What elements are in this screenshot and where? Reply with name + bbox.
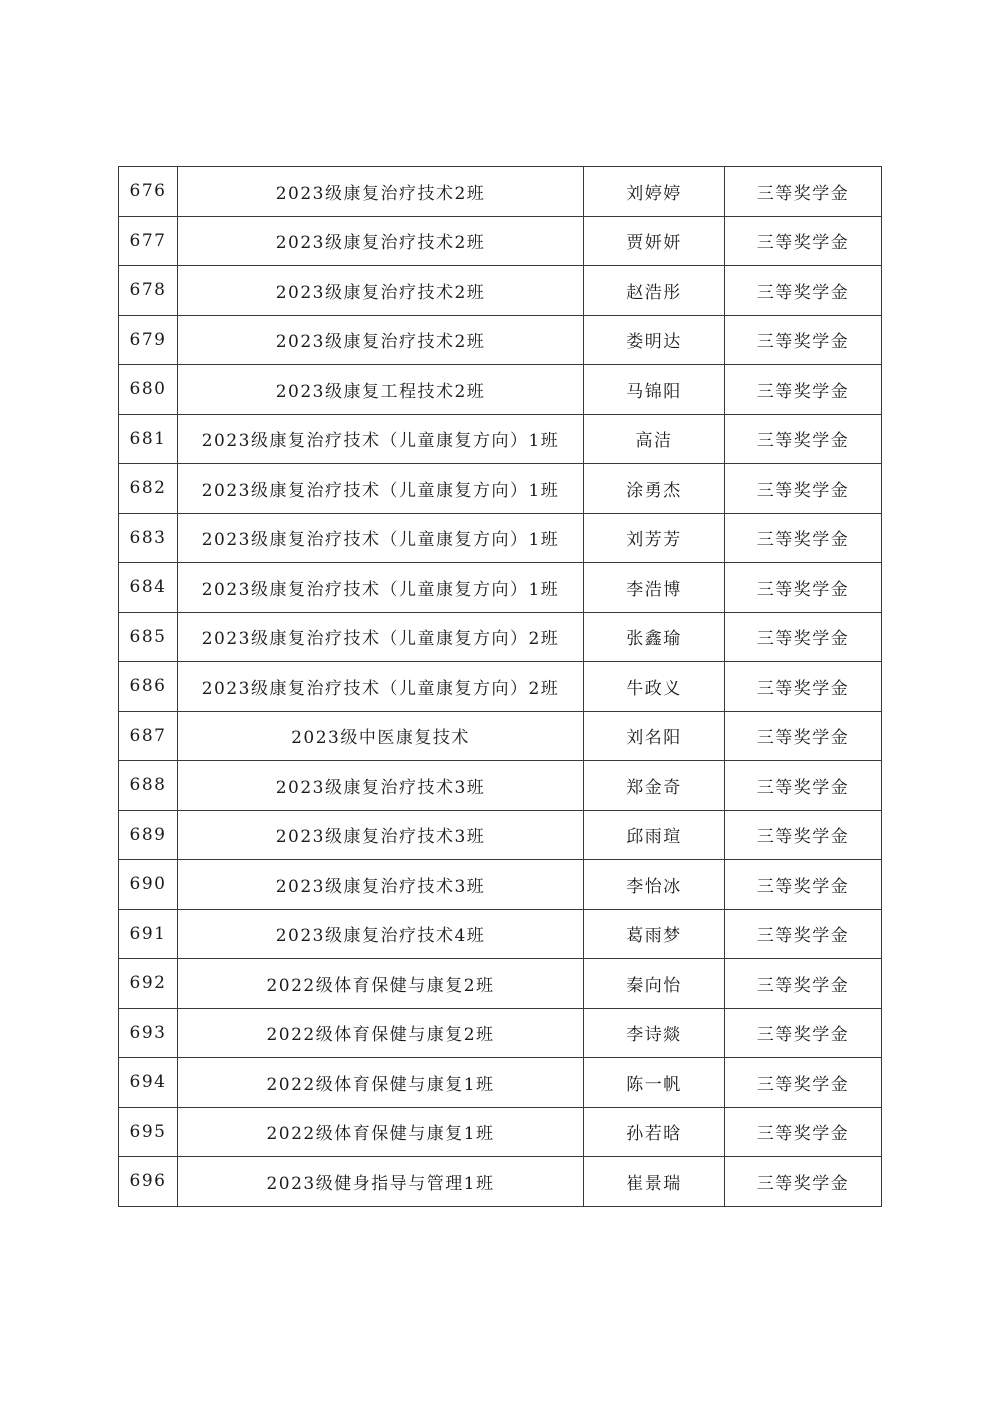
student-name-cell: 李浩博 xyxy=(584,563,725,613)
student-name-cell: 邱雨瑄 xyxy=(584,810,725,860)
class-name-cell: 2023级康复治疗技术（儿童康复方向）1班 xyxy=(178,414,584,464)
class-name-cell: 2023级康复治疗技术2班 xyxy=(178,216,584,266)
student-name-cell: 高洁 xyxy=(584,414,725,464)
scholarship-table xyxy=(118,166,882,1207)
award-cell: 三等奖学金 xyxy=(725,365,882,415)
row-number-cell: 694 xyxy=(119,1058,178,1108)
award-cell: 三等奖学金 xyxy=(725,414,882,464)
table-row xyxy=(119,860,882,910)
row-number-cell: 689 xyxy=(119,810,178,860)
student-name-cell: 葛雨梦 xyxy=(584,909,725,959)
class-name-cell: 2023级康复治疗技术3班 xyxy=(178,810,584,860)
award-cell: 三等奖学金 xyxy=(725,464,882,514)
table-row xyxy=(119,711,882,761)
student-name-cell: 赵浩彤 xyxy=(584,266,725,316)
award-cell: 三等奖学金 xyxy=(725,662,882,712)
class-name-cell: 2022级体育保健与康复2班 xyxy=(178,1008,584,1058)
table-body xyxy=(119,167,882,1207)
award-cell: 三等奖学金 xyxy=(725,1157,882,1207)
class-name-cell: 2022级体育保健与康复1班 xyxy=(178,1058,584,1108)
row-number-cell: 691 xyxy=(119,909,178,959)
award-cell: 三等奖学金 xyxy=(725,810,882,860)
award-cell: 三等奖学金 xyxy=(725,216,882,266)
class-name-cell: 2023级康复治疗技术2班 xyxy=(178,266,584,316)
award-cell: 三等奖学金 xyxy=(725,959,882,1009)
table-row xyxy=(119,414,882,464)
table-row xyxy=(119,266,882,316)
table-row xyxy=(119,810,882,860)
row-number-cell: 696 xyxy=(119,1157,178,1207)
table-row xyxy=(119,365,882,415)
table-row xyxy=(119,167,882,217)
table-row xyxy=(119,909,882,959)
student-name-cell: 牛政义 xyxy=(584,662,725,712)
student-name-cell: 陈一帆 xyxy=(584,1058,725,1108)
class-name-cell: 2023级康复治疗技术4班 xyxy=(178,909,584,959)
table-row xyxy=(119,612,882,662)
row-number-cell: 680 xyxy=(119,365,178,415)
class-name-cell: 2023级健身指导与管理1班 xyxy=(178,1157,584,1207)
table-row xyxy=(119,1157,882,1207)
row-number-cell: 678 xyxy=(119,266,178,316)
row-number-cell: 693 xyxy=(119,1008,178,1058)
class-name-cell: 2023级康复治疗技术（儿童康复方向）1班 xyxy=(178,513,584,563)
class-name-cell: 2023级中医康复技术 xyxy=(178,711,584,761)
student-name-cell: 刘婷婷 xyxy=(584,167,725,217)
award-cell: 三等奖学金 xyxy=(725,167,882,217)
student-name-cell: 娄明达 xyxy=(584,315,725,365)
award-cell: 三等奖学金 xyxy=(725,711,882,761)
award-cell: 三等奖学金 xyxy=(725,761,882,811)
class-name-cell: 2023级康复治疗技术（儿童康复方向）1班 xyxy=(178,464,584,514)
student-name-cell: 李诗燚 xyxy=(584,1008,725,1058)
row-number-cell: 692 xyxy=(119,959,178,1009)
class-name-cell: 2023级康复治疗技术2班 xyxy=(178,167,584,217)
row-number-cell: 690 xyxy=(119,860,178,910)
table-row xyxy=(119,216,882,266)
class-name-cell: 2023级康复治疗技术3班 xyxy=(178,761,584,811)
class-name-cell: 2023级康复治疗技术（儿童康复方向）2班 xyxy=(178,662,584,712)
award-cell: 三等奖学金 xyxy=(725,1107,882,1157)
table-row xyxy=(119,563,882,613)
class-name-cell: 2022级体育保健与康复2班 xyxy=(178,959,584,1009)
student-name-cell: 刘芳芳 xyxy=(584,513,725,563)
row-number-cell: 687 xyxy=(119,711,178,761)
award-cell: 三等奖学金 xyxy=(725,1058,882,1108)
class-name-cell: 2023级康复治疗技术（儿童康复方向）1班 xyxy=(178,563,584,613)
student-name-cell: 崔景瑞 xyxy=(584,1157,725,1207)
table-row xyxy=(119,1008,882,1058)
row-number-cell: 681 xyxy=(119,414,178,464)
table-row xyxy=(119,1058,882,1108)
table-row xyxy=(119,315,882,365)
student-name-cell: 涂勇杰 xyxy=(584,464,725,514)
row-number-cell: 695 xyxy=(119,1107,178,1157)
row-number-cell: 677 xyxy=(119,216,178,266)
student-name-cell: 孙若晗 xyxy=(584,1107,725,1157)
table-row xyxy=(119,662,882,712)
row-number-cell: 688 xyxy=(119,761,178,811)
row-number-cell: 685 xyxy=(119,612,178,662)
row-number-cell: 684 xyxy=(119,563,178,613)
student-name-cell: 马锦阳 xyxy=(584,365,725,415)
row-number-cell: 676 xyxy=(119,167,178,217)
student-name-cell: 刘名阳 xyxy=(584,711,725,761)
row-number-cell: 679 xyxy=(119,315,178,365)
class-name-cell: 2023级康复治疗技术2班 xyxy=(178,315,584,365)
class-name-cell: 2023级康复治疗技术3班 xyxy=(178,860,584,910)
table-row xyxy=(119,959,882,1009)
table-row xyxy=(119,761,882,811)
student-name-cell: 秦向怡 xyxy=(584,959,725,1009)
award-cell: 三等奖学金 xyxy=(725,513,882,563)
award-cell: 三等奖学金 xyxy=(725,315,882,365)
student-name-cell: 李怡冰 xyxy=(584,860,725,910)
table-row xyxy=(119,464,882,514)
student-name-cell: 贾妍妍 xyxy=(584,216,725,266)
award-cell: 三等奖学金 xyxy=(725,909,882,959)
student-name-cell: 郑金奇 xyxy=(584,761,725,811)
row-number-cell: 686 xyxy=(119,662,178,712)
award-cell: 三等奖学金 xyxy=(725,563,882,613)
award-cell: 三等奖学金 xyxy=(725,612,882,662)
row-number-cell: 683 xyxy=(119,513,178,563)
class-name-cell: 2022级体育保健与康复1班 xyxy=(178,1107,584,1157)
class-name-cell: 2023级康复治疗技术（儿童康复方向）2班 xyxy=(178,612,584,662)
student-name-cell: 张鑫瑜 xyxy=(584,612,725,662)
class-name-cell: 2023级康复工程技术2班 xyxy=(178,365,584,415)
table-row xyxy=(119,1107,882,1157)
award-cell: 三等奖学金 xyxy=(725,1008,882,1058)
table-row xyxy=(119,513,882,563)
award-cell: 三等奖学金 xyxy=(725,266,882,316)
row-number-cell: 682 xyxy=(119,464,178,514)
award-cell: 三等奖学金 xyxy=(725,860,882,910)
